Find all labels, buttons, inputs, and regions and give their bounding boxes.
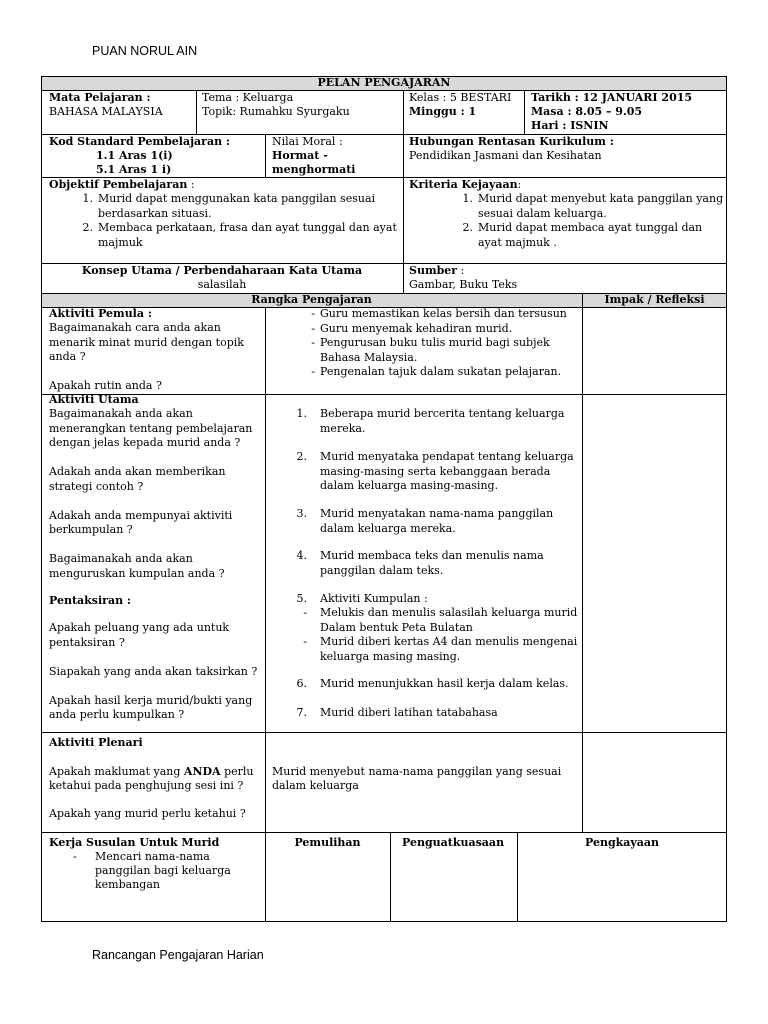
utama-step-text: panggilan dalam teks. [320, 563, 444, 577]
pemula-item [311, 365, 567, 380]
mata-pelajaran-value: BAHASA MALAYSIA [49, 105, 163, 118]
pentaksiran-label: Pentaksiran : [49, 594, 131, 607]
kriteria-marker: 2. [462, 221, 473, 234]
tarikh: Tarikh : 12 JANUARI 2015 [531, 91, 693, 104]
susulan-line-3: kembangan [95, 878, 160, 891]
susulan-line-1: Mencari nama-nama [95, 850, 210, 863]
utama-step-text: masing-masing serta kebanggaan berada [320, 464, 551, 478]
pemula-text: Guru menyemak kehadiran murid. [320, 321, 513, 335]
objektif-text: Membaca perkataan, frasa dan ayat tunggal dan ayat [98, 221, 397, 234]
rule [41, 832, 727, 833]
nilai-moral-label: Nilai Moral : [272, 135, 343, 148]
utama-step-marker: - [303, 635, 307, 648]
objektif-text: Murid dapat menggunakan kata panggilan sesuai [98, 192, 376, 205]
kriteria-text: sesuai dalam keluarga. [478, 206, 607, 220]
pentaksiran-question-line [49, 679, 257, 694]
objektif-text: majmuk [98, 235, 143, 249]
utama-step-marker: 6. [296, 677, 307, 690]
pentaksiran-question-line: Apakah hasil kerja murid/bukti yang [49, 693, 253, 707]
utama-step-text: Dalam bentuk Peta Bulatan [320, 620, 473, 634]
pemula-question-line: Apakah rutin anda ? [49, 379, 162, 392]
plenari-question-1 [49, 765, 254, 780]
objektif-label: Objektif Pembelajaran [49, 178, 188, 191]
pemula-text: Bahasa Malaysia. [320, 350, 418, 364]
pentaksiran-question-line: Siapakah yang anda akan taksirkan ? [49, 664, 258, 678]
nilai-moral-1: Hormat - [272, 149, 328, 162]
pemulihan-label: Pemulihan [294, 836, 361, 849]
utama-step-text: Beberapa murid bercerita tentang keluarga [320, 407, 565, 420]
rule [41, 732, 727, 733]
plenari-q1-a: Apakah maklumat yang [49, 765, 184, 778]
utama-question-line [49, 538, 252, 553]
utama-step-marker: 4. [296, 549, 307, 562]
susulan-marker: - [73, 850, 77, 863]
sumber-value: Gambar, Buku Teks [409, 278, 518, 291]
hubungan-value: Pendidikan Jasmani dan Kesihatan [409, 149, 602, 162]
plenari-q1-b: perlu [220, 765, 254, 778]
pemula-marker: - [311, 365, 315, 378]
objektif-item [82, 192, 397, 221]
rule [524, 90, 525, 134]
footer-caption: Rancangan Pengajaran Harian [92, 948, 264, 962]
plenari-activity-2: dalam keluarga [272, 779, 359, 792]
sumber-label: Sumber [409, 264, 458, 277]
utama-question-line: Bagaimanakah anda akan [49, 407, 193, 420]
utama-questions [49, 407, 252, 581]
konsep-value: salasilah [197, 278, 247, 291]
plenari-question-2: Apakah yang murid perlu ketahui ? [49, 807, 246, 820]
utama-step-text: Murid membaca teks dan menulis nama [320, 549, 544, 562]
utama-step-text: keluarga masing masing. [320, 649, 461, 663]
rangka-label: Rangka Pengajaran [251, 293, 372, 306]
utama-question-line: Bagaimanakah anda akan [49, 552, 193, 565]
utama-question-line: Adakah anda akan memberikan [49, 465, 226, 478]
kriteria-text: ayat majmuk . [478, 235, 557, 249]
utama-step-text: Murid menyatakan nama-nama panggilan [320, 507, 554, 520]
rule [390, 832, 391, 922]
pentaksiran-question-line: Apakah peluang yang ada untuk [49, 621, 230, 634]
pentaksiran-question-line: anda perlu kumpulkan ? [49, 708, 185, 721]
kelas: Kelas : 5 BESTARI [409, 91, 512, 104]
utama-step-text: mereka. [320, 421, 366, 435]
kod-standard-2: 5.1 Aras 1 i) [96, 163, 172, 176]
pemula-text: Pengurusan buku tulis murid bagi subjek [320, 336, 550, 349]
kriteria-label: Kriteria Kejayaan [409, 178, 518, 191]
konsep-label: Konsep Utama / Perbendaharaan Kata Utama [81, 264, 363, 277]
susulan-line-2: panggilan bagi keluarga [95, 864, 231, 877]
utama-step-text: Murid menunjukkan hasil kerja dalam kelas. [320, 677, 569, 690]
hubungan-label: Hubungan Rentasan Kurikulum : [409, 135, 614, 148]
kriteria-text: Murid dapat menyebut kata panggilan yang [478, 192, 724, 205]
lesson-plan-table [41, 76, 727, 922]
tema: Tema : Keluarga [202, 91, 294, 104]
pemula-questions [49, 321, 244, 394]
pengkayaan-label: Pengkayaan [584, 836, 660, 849]
sumber-colon: : [457, 264, 465, 277]
utama-step-marker: 3. [296, 507, 307, 520]
kriteria-colon: : [517, 178, 522, 191]
rule [196, 90, 197, 134]
plenari-activity-1: Murid menyebut nama-nama panggilan yang sesuai [272, 765, 562, 778]
pemula-question-line: anda ? [49, 350, 86, 363]
kriteria-text: Murid dapat membaca ayat tunggal dan [478, 221, 703, 234]
teacher-name: PUAN NORUL AIN [92, 44, 198, 58]
hari: Hari : ISNIN [531, 119, 609, 132]
kod-standard-1: 1.1 Aras 1(i) [96, 149, 173, 162]
utama-question-line: dengan jelas kepada murid anda ? [49, 436, 241, 449]
rule [265, 134, 266, 177]
sumber-heading [409, 264, 464, 279]
objektif-marker: 1. [82, 192, 93, 205]
pemula-list [311, 307, 567, 380]
pemula-text: Guru memastikan kelas bersih dan tersusun [320, 307, 567, 320]
susulan-label: Kerja Susulan Untuk Murid [49, 836, 220, 849]
pemula-marker: - [311, 321, 315, 335]
objektif-item [82, 221, 397, 250]
rule [265, 307, 266, 922]
utama-step-text: Murid diberi latihan tatabahasa [320, 706, 498, 719]
pentaksiran-questions [49, 621, 257, 723]
utama-step-text: Melukis dan menulis salasilah keluarga murid [320, 606, 578, 619]
kod-standard-label: Kod Standard Pembelajaran : [49, 135, 230, 148]
kriteria-list [462, 192, 724, 250]
rule [41, 394, 727, 395]
utama-step-marker: - [303, 606, 307, 619]
pentaksiran-question-line: pentaksiran ? [49, 635, 125, 649]
minggu: Minggu : 1 [409, 105, 477, 118]
utama-step-text: Murid menyataka pendapat tentang keluarga [320, 450, 574, 463]
pemula-question-line [49, 365, 244, 380]
pemula-item [311, 336, 567, 365]
utama-step-marker: 2. [296, 450, 307, 463]
utama-label: Aktiviti Utama [49, 393, 139, 406]
utama-step-text: Aktiviti Kumpulan : [320, 592, 428, 605]
pemula-item [311, 307, 567, 322]
objektif-marker: 2. [82, 221, 93, 234]
rule [403, 263, 404, 293]
utama-step-marker: 7. [296, 706, 307, 719]
impak-label: Impak / Refleksi [604, 293, 705, 306]
kriteria-heading [409, 178, 521, 193]
utama-step-marker: 1. [296, 407, 307, 420]
utama-question-line [49, 451, 252, 466]
pemula-question-line: menarik minat murid dengan topik [49, 335, 244, 349]
rule [403, 90, 404, 263]
nilai-moral-2: menghormati [272, 163, 356, 176]
kriteria-item [462, 192, 724, 221]
plenari-label: Aktiviti Plenari [49, 736, 143, 749]
kriteria-item [462, 221, 723, 250]
utama-question-line: Adakah anda mempunyai aktiviti [49, 508, 233, 522]
utama-question-line: strategi contoh ? [49, 479, 144, 493]
penguatkuasaan-label: Penguatkuasaan [402, 836, 505, 849]
pemula-label: Aktiviti Pemula : [49, 307, 152, 320]
utama-step-text: dalam keluarga mereka. [320, 521, 456, 535]
pemula-text: Pengenalan tajuk dalam sukatan pelajaran. [320, 365, 562, 378]
pemula-marker: - [311, 336, 315, 349]
utama-question-line: menerangkan tentang pembelajaran [49, 421, 253, 435]
objektif-list [82, 192, 397, 250]
utama-question-line: berkumpulan ? [49, 523, 133, 536]
plan-title: PELAN PENGAJARAN [317, 76, 451, 89]
utama-step-text: Murid diberi kertas A4 dan menulis mengenai [320, 635, 578, 648]
topik: Topik: Rumahku Syurgaku [202, 105, 350, 118]
pemula-marker: - [311, 307, 315, 320]
plenari-question-1-cont: ketahui pada penghujung sesi ini ? [49, 779, 244, 792]
utama-question-line: menguruskan kumpulan anda ? [49, 566, 225, 580]
utama-step-marker: 5. [296, 592, 307, 605]
utama-step-text: dalam keluarga masing-masing. [320, 479, 499, 492]
objektif-heading [49, 178, 195, 193]
utama-question-line [49, 494, 252, 509]
rule [582, 293, 583, 832]
plenari-q1-bold: ANDA [183, 765, 221, 778]
objektif-text: berdasarkan situasi. [98, 206, 212, 220]
objektif-colon: : [187, 178, 195, 191]
pentaksiran-question-line [49, 650, 257, 665]
mata-pelajaran-label: Mata Pelajaran : [49, 91, 151, 104]
pemula-question-line: Bagaimanakah cara anda akan [49, 321, 221, 334]
kriteria-marker: 1. [462, 192, 473, 205]
pemula-item [311, 321, 567, 337]
masa: Masa : 8.05 – 9.05 [531, 105, 643, 118]
